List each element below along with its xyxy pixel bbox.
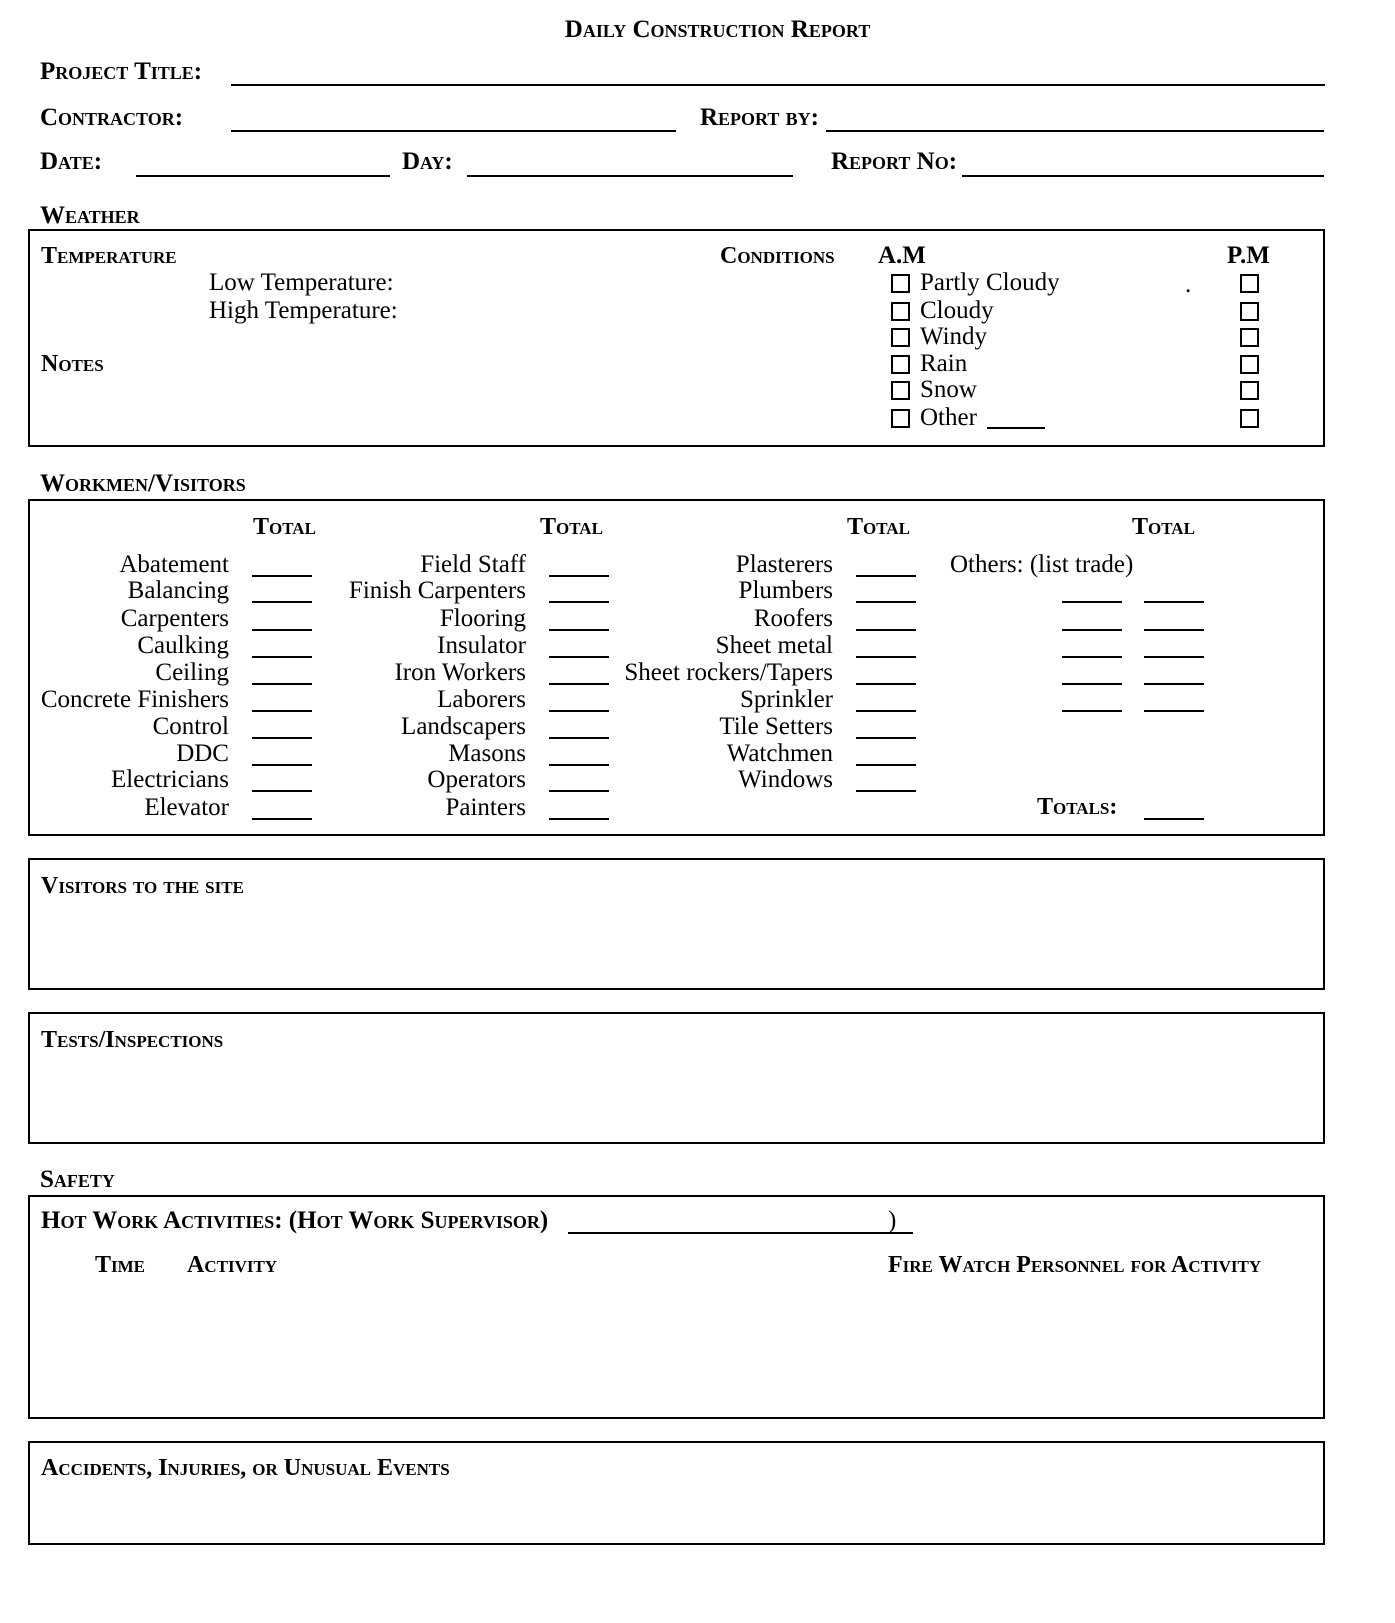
total-field[interactable] (856, 790, 916, 792)
total-field[interactable] (252, 737, 312, 739)
fire-watch-column-header: Fire Watch Personnel for Activity (888, 1252, 1262, 1278)
trade-label: DDC (176, 740, 229, 767)
am-windy-checkbox[interactable] (891, 328, 910, 347)
accidents-box[interactable] (28, 1441, 1325, 1545)
total-field[interactable] (856, 683, 916, 685)
other-trade-field[interactable] (1062, 683, 1122, 685)
trade-label: Field Staff (420, 551, 526, 578)
visitors-box[interactable] (28, 858, 1325, 990)
day-field[interactable] (467, 175, 793, 177)
total-field[interactable] (549, 790, 609, 792)
day-label: Day: (402, 148, 453, 175)
activity-column-header: Activity (187, 1252, 278, 1278)
trade-label: Tile Setters (719, 713, 833, 740)
other-total-field[interactable] (1144, 656, 1204, 658)
conditions-label: Conditions (720, 243, 835, 269)
total-field[interactable] (549, 575, 609, 577)
total-field[interactable] (856, 601, 916, 603)
total-field[interactable] (856, 656, 916, 658)
trade-label: Abatement (119, 551, 229, 578)
total-header: Total (253, 514, 316, 540)
hot-work-supervisor-field[interactable] (568, 1232, 913, 1234)
total-field[interactable] (252, 710, 312, 712)
trade-label: Landscapers (401, 713, 526, 740)
project-title-field[interactable] (231, 84, 1325, 86)
trade-label: Insulator (437, 632, 526, 659)
grand-total-field[interactable] (1144, 818, 1204, 820)
condition-label: Other (920, 404, 977, 431)
total-field[interactable] (856, 710, 916, 712)
total-header: Total (540, 514, 603, 540)
trade-label: Plumbers (738, 577, 833, 604)
contractor-label: Contractor: (40, 104, 184, 131)
condition-label: Partly Cloudy (920, 269, 1060, 296)
trade-label: Plasterers (735, 551, 833, 578)
am-partly-cloudy-checkbox[interactable] (891, 274, 910, 293)
total-field[interactable] (549, 683, 609, 685)
total-field[interactable] (549, 737, 609, 739)
trade-label: Masons (448, 740, 526, 767)
pm-rain-checkbox[interactable] (1240, 355, 1259, 374)
safety-section-title: Safety (40, 1166, 115, 1193)
pm-snow-checkbox[interactable] (1240, 381, 1259, 400)
project-title-label: Project Title: (40, 58, 203, 85)
tests-box[interactable] (28, 1012, 1325, 1144)
other-total-field[interactable] (1144, 601, 1204, 603)
total-field[interactable] (252, 575, 312, 577)
total-header: Total (847, 514, 910, 540)
total-field[interactable] (252, 656, 312, 658)
other-total-field[interactable] (1144, 710, 1204, 712)
pm-other-checkbox[interactable] (1240, 409, 1259, 428)
hot-work-label: Hot Work Activities: (Hot Work Supervisor) (41, 1207, 549, 1234)
trade-label: Elevator (144, 794, 229, 821)
trade-label: Iron Workers (394, 659, 526, 686)
workmen-section-title: Workmen/Visitors (40, 470, 246, 497)
trade-label: Laborers (437, 686, 526, 713)
total-field[interactable] (856, 764, 916, 766)
pm-label: P.M (1227, 242, 1270, 269)
am-other-checkbox[interactable] (891, 409, 910, 428)
other-trade-field[interactable] (1062, 629, 1122, 631)
trade-label: Windows (738, 766, 833, 793)
total-field[interactable] (856, 575, 916, 577)
pm-windy-checkbox[interactable] (1240, 328, 1259, 347)
tests-title: Tests/Inspections (41, 1027, 224, 1053)
total-field[interactable] (252, 629, 312, 631)
condition-label: Rain (920, 350, 968, 377)
weather-section-title: Weather (40, 202, 140, 229)
total-field[interactable] (252, 764, 312, 766)
total-field[interactable] (252, 601, 312, 603)
trade-label: Operators (427, 766, 526, 793)
total-field[interactable] (549, 629, 609, 631)
total-field[interactable] (549, 601, 609, 603)
trade-label: Flooring (439, 605, 526, 632)
pm-partly-cloudy-checkbox[interactable] (1240, 274, 1259, 293)
trade-label: Sprinkler (739, 686, 833, 713)
other-trade-field[interactable] (1062, 656, 1122, 658)
condition-label: Cloudy (920, 297, 994, 324)
am-cloudy-checkbox[interactable] (891, 302, 910, 321)
condition-label: Windy (920, 323, 988, 350)
report-no-field[interactable] (962, 175, 1324, 177)
workmen-box (28, 499, 1325, 836)
date-label: Date: (40, 148, 103, 175)
total-field[interactable] (252, 790, 312, 792)
am-rain-checkbox[interactable] (891, 355, 910, 374)
other-total-field[interactable] (1144, 683, 1204, 685)
safety-box (28, 1195, 1325, 1419)
am-label: A.M (878, 242, 926, 269)
date-field[interactable] (136, 175, 390, 177)
weather-box (28, 229, 1325, 447)
trade-label: Caulking (137, 632, 229, 659)
totals-label: Totals: (1037, 794, 1118, 820)
total-field[interactable] (549, 764, 609, 766)
trade-label: Concrete Finishers (40, 686, 229, 713)
report-by-label: Report by: (700, 104, 820, 131)
total-field[interactable] (252, 818, 312, 820)
trade-label: Painters (445, 794, 526, 821)
trade-label: Finish Carpenters (348, 577, 526, 604)
total-field[interactable] (856, 629, 916, 631)
other-total-field[interactable] (1144, 629, 1204, 631)
close-paren: ) (888, 1207, 897, 1234)
report-by-field[interactable] (826, 130, 1324, 132)
trade-label: Sheet rockers/Tapers (624, 659, 833, 686)
other-condition-field[interactable] (987, 427, 1045, 429)
contractor-field[interactable] (231, 130, 676, 132)
trade-label: Watchmen (726, 740, 833, 767)
total-field[interactable] (549, 818, 609, 820)
other-trade-field[interactable] (1062, 710, 1122, 712)
low-temp-label: Low Temperature: (209, 269, 394, 296)
notes-label: Notes (41, 351, 104, 377)
total-field[interactable] (252, 683, 312, 685)
total-field[interactable] (549, 710, 609, 712)
total-field[interactable] (856, 737, 916, 739)
trade-label: Roofers (753, 605, 833, 632)
temperature-label: Temperature (41, 243, 177, 269)
other-trade-field[interactable] (1062, 601, 1122, 603)
visitors-title: Visitors to the site (41, 873, 244, 899)
report-no-label: Report No: (831, 148, 958, 175)
time-column-header: Time (95, 1252, 146, 1278)
trade-label: Balancing (127, 577, 229, 604)
condition-label: Snow (920, 376, 977, 403)
total-header: Total (1132, 514, 1195, 540)
total-field[interactable] (549, 656, 609, 658)
trade-label: Ceiling (155, 659, 229, 686)
others-label: Others: (list trade) (950, 551, 1134, 578)
stray-dot: . (1185, 271, 1192, 298)
am-snow-checkbox[interactable] (891, 381, 910, 400)
trade-label: Sheet metal (715, 632, 833, 659)
accidents-title: Accidents, Injuries, or Unusual Events (41, 1455, 450, 1481)
high-temp-label: High Temperature: (209, 297, 398, 324)
trade-label: Electricians (111, 766, 229, 793)
trade-label: Control (152, 713, 229, 740)
report-title: Daily Construction Report (564, 16, 871, 43)
trade-label: Carpenters (120, 605, 229, 632)
pm-cloudy-checkbox[interactable] (1240, 302, 1259, 321)
